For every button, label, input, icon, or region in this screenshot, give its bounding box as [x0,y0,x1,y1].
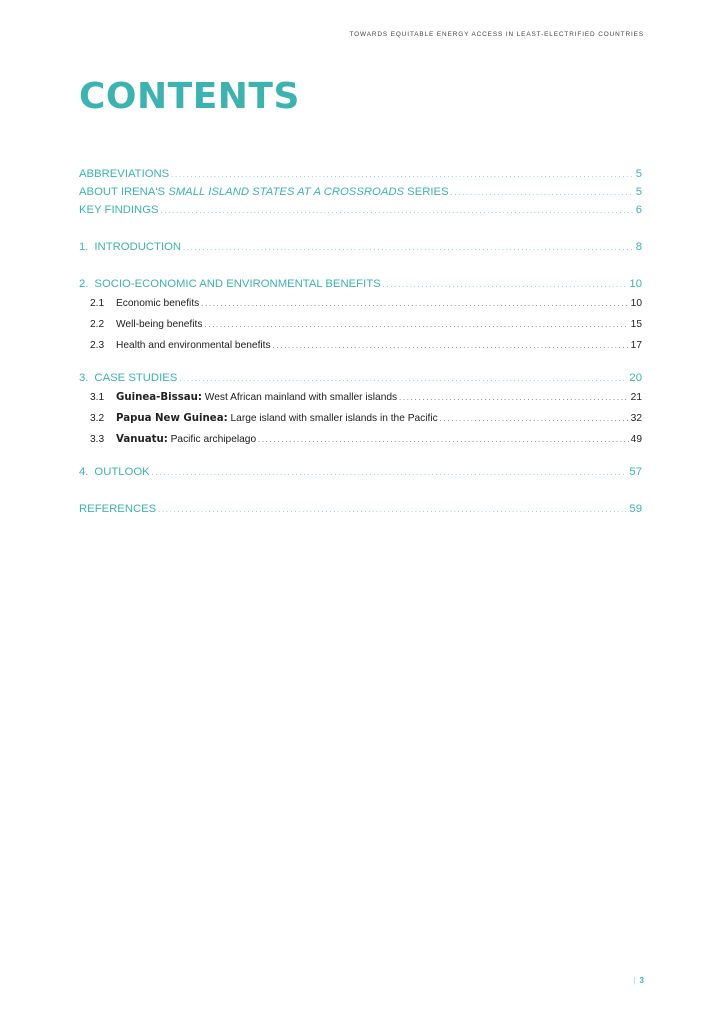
toc-entry-references[interactable] [79,501,642,519]
dot-leader [183,239,634,257]
toc-subentry-well-being[interactable] [79,315,642,336]
dot-leader [383,276,628,294]
toc-entry-label: Vanuatu: Pacific archipelago [116,434,257,445]
toc-entry-page: 17 [630,340,642,351]
dot-leader [158,501,627,519]
toc-entry-label: ABOUT IRENA'S SMALL ISLAND STATES AT A CROSSROADS SERIES [79,186,449,198]
toc-entry-outlook[interactable] [79,464,642,482]
toc-section-number: 4. [79,466,89,478]
footer-separator: | [633,976,636,985]
page-title: CONTENTS [79,76,300,117]
toc-entry-key-findings[interactable] [79,202,642,220]
toc-entry-page: 59 [629,503,642,515]
toc-entry-label: Health and environmental benefits [116,340,271,351]
toc-entry-page: 6 [635,204,642,216]
toc-subentry-economic[interactable] [79,294,642,315]
country-name: Vanuatu: [116,434,168,445]
toc-section-number: 3. [79,372,89,384]
toc-subsection-number: 3.2 [90,413,105,424]
toc-entry-label: KEY FINDINGS [79,204,159,216]
toc-entry-about-irena[interactable] [79,184,642,202]
toc-section-number: 2. [79,278,89,290]
toc-entry-label: SOCIO-ECONOMIC AND ENVIRONMENTAL BENEFITS [94,278,381,290]
table-of-contents [79,166,642,519]
toc-subsection-number: 3.3 [90,434,105,445]
toc-entry-label: REFERENCES [79,503,157,515]
toc-entry-label: CASE STUDIES [94,372,178,384]
toc-entry-label: ABBREVIATIONS [79,168,170,180]
series-title: SMALL ISLAND STATES AT A CROSSROADS [168,186,405,198]
page-number: 3 [639,976,644,985]
toc-entry-page: 49 [630,434,642,445]
toc-subentry-guinea-bissau[interactable] [79,388,642,409]
dot-leader [179,370,627,388]
toc-entry-label: Well-being benefits [116,319,203,330]
toc-subsection-number: 2.2 [90,319,105,330]
toc-subsection-number: 3.1 [90,392,105,403]
dot-leader [171,166,634,184]
toc-entry-page: 32 [630,413,642,424]
toc-entry-benefits[interactable] [79,276,642,294]
toc-entry-page: 5 [635,186,642,198]
toc-entry-page: 5 [635,168,642,180]
dot-leader [161,202,634,220]
dot-leader [451,184,634,202]
toc-entry-introduction[interactable] [79,239,642,257]
dot-leader [204,315,628,336]
toc-entry-label: Papua New Guinea: Large island with smaller islands in the Pacific [116,413,438,424]
dot-leader [440,409,629,430]
page-footer [633,976,644,985]
toc-entry-label: INTRODUCTION [94,241,182,253]
dot-leader [152,464,628,482]
toc-entry-page: 20 [629,372,642,384]
toc-section-number: 1. [79,241,89,253]
toc-entry-page: 8 [635,241,642,253]
toc-subentry-vanuatu[interactable] [79,430,642,451]
toc-subentry-health[interactable] [79,336,642,357]
toc-entry-page: 57 [629,466,642,478]
dot-leader [258,430,629,451]
country-name: Papua New Guinea: [116,413,228,424]
country-name: Guinea-Bissau: [116,392,202,403]
dot-leader [201,294,628,315]
toc-entry-page: 10 [630,298,642,309]
toc-entry-label: OUTLOOK [94,466,150,478]
dot-leader [273,336,629,357]
toc-subentry-papua-new-guinea[interactable] [79,409,642,430]
toc-entry-label: Economic benefits [116,298,200,309]
toc-entry-page: 21 [630,392,642,403]
toc-entry-abbreviations[interactable] [79,166,642,184]
toc-entry-case-studies[interactable] [79,370,642,388]
running-header: TOWARDS EQUITABLE ENERGY ACCESS IN LEAST-ELECTRIFIED COUNTRIES [349,31,644,38]
toc-entry-page: 15 [630,319,642,330]
toc-entry-label: Guinea-Bissau: West African mainland with smaller islands [116,392,398,403]
toc-subsection-number: 2.3 [90,340,105,351]
dot-leader [399,388,629,409]
toc-entry-page: 10 [629,278,642,290]
toc-subsection-number: 2.1 [90,298,105,309]
